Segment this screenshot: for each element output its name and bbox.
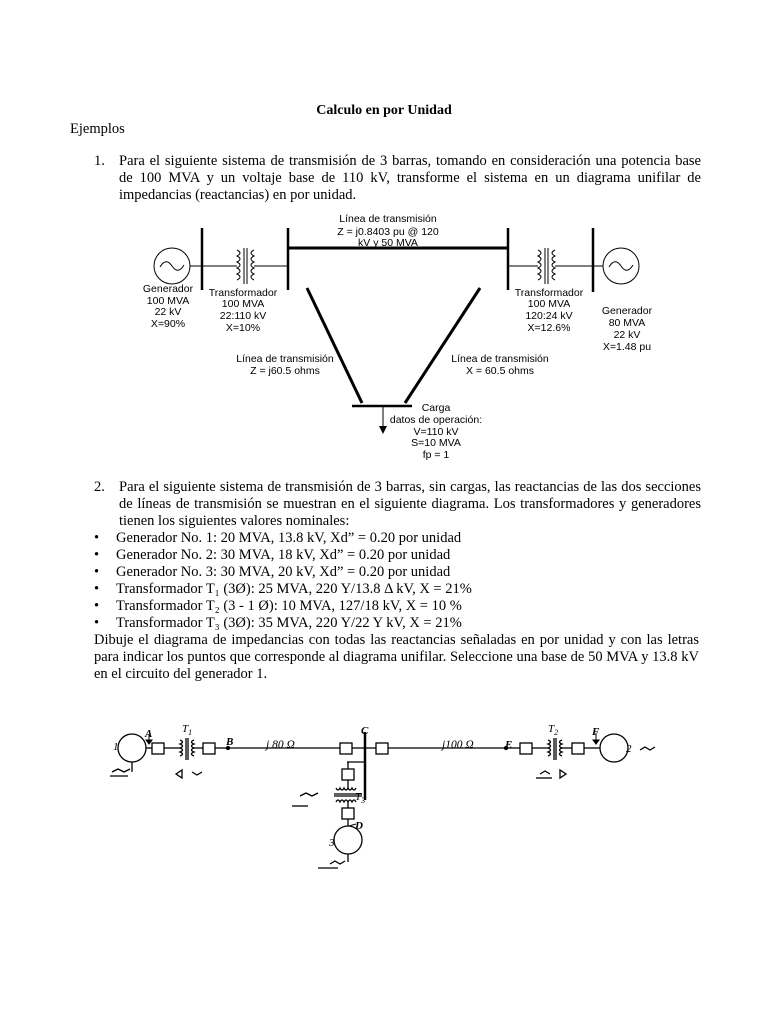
bullet-text: Transformador T₂ (3 - 1 Ø): 10 MVA, 127/18 kV, X = 10 % (116, 598, 462, 614)
gen-left-label-2: 100 MVA (146, 295, 190, 307)
bullet-dot: • (94, 564, 100, 580)
example-2-text: Para el siguiente sistema de transmisión de 3 barras, sin cargas, las reactancias de las dos secciones de líneas de transmisión se muestran en el siguiente diagrama. Los transformadores y generadores tienen los siguientes valores nominales: (119, 479, 701, 529)
bullet-dot: • (94, 530, 100, 546)
bullet-dot: • (94, 547, 100, 563)
trafo-left-label-1: Transformador (208, 287, 278, 299)
trafo-left-label-3: 22:110 kV (219, 310, 267, 322)
gen-left-label-4: X=90% (150, 318, 186, 330)
top-line-label-3: kV y 50 MVA (358, 237, 418, 249)
point-f-label: F (592, 726, 600, 738)
diagram-1 (0, 205, 768, 465)
bullet-text: Transformador T₁ (3Ø): 25 MVA, 220 Y/13.8 Δ kV, X = 21% (116, 581, 472, 597)
bullet-text: Generador No. 1: 20 MVA, 13.8 kV, Xd” = 0.20 por unidad (116, 530, 462, 546)
diagram-2 (0, 700, 768, 890)
line-right (405, 288, 480, 403)
bullet-text: Generador No. 3: 30 MVA, 20 kV, Xd” = 0.20 por unidad (116, 564, 451, 580)
gen-right-label-3: 22 kV (613, 329, 641, 341)
page-title: Calculo en por Unidad (316, 103, 452, 118)
trafo-left-label-4: X=10% (225, 322, 261, 334)
gen-left-label-1: Generador (142, 283, 194, 295)
generator-left (154, 248, 190, 284)
gen1-label: 1 (113, 741, 119, 753)
trafo-right-label-3: 120:24 kV (525, 310, 573, 322)
line-left-label-1: Línea de transmisión (236, 353, 334, 365)
t2-label: $T_2$ (548, 723, 559, 737)
gen-right-label-4: X=1.48 pu (602, 341, 652, 353)
line-left (307, 288, 362, 403)
example-1-text: Para el siguiente sistema de transmisión de 3 barras, tomando en consideración una potencia base de 100 MVA y un voltaje base de 110 kV, transforme el sistema en un diagrama unifilar de impedancias (reactancias) en por unidad. (119, 153, 701, 203)
gen-left-label-3: 22 kV (154, 306, 182, 318)
line-right-label-1: Línea de transmisión (451, 353, 549, 365)
gen3-label: 3 (329, 837, 335, 849)
point-c-label: C (361, 725, 369, 737)
load-label-4: S=10 MVA (411, 437, 461, 449)
t1-label: $T_1$ (182, 723, 193, 737)
generator-2-symbol (600, 734, 628, 762)
transformer-right (538, 248, 555, 284)
bullet-dot: • (94, 615, 100, 631)
top-line-label-1: Línea de transmisión (339, 213, 437, 225)
load-label-3: V=110 kV (413, 426, 459, 438)
line-right-label-2: X = 60.5 ohms (466, 365, 534, 377)
example-1-number: 1. (94, 153, 105, 169)
point-a-label: A (145, 728, 153, 740)
gen-right-label-1: Generador (601, 305, 653, 317)
load-label-1: Carga (421, 402, 451, 414)
load-arrow-icon (379, 426, 387, 434)
trafo-right-label-4: X=12.6% (527, 322, 571, 334)
generator-right (603, 248, 639, 284)
point-e-label: E (505, 739, 513, 751)
top-line-label-2: Z = j0.8403 pu @ 120 (337, 226, 439, 238)
bullet-dot: • (94, 598, 100, 614)
bullet-text: Transformador T₃ (3Ø): 35 MVA, 220 Y/22 Y kV, X = 21% (116, 615, 462, 631)
gen2-label: 2 (626, 743, 632, 755)
line-1-impedance: j 80 Ω (266, 739, 295, 751)
section-label: Ejemplos (70, 121, 125, 137)
gen-right-label-2: 80 MVA (608, 317, 646, 329)
generator-1-symbol (118, 734, 146, 762)
line-left-label-2: Z = j60.5 ohms (250, 365, 320, 377)
t3-label: $T_3$ (355, 791, 366, 805)
trafo-left-label-2: 100 MVA (221, 298, 265, 310)
line-2-impedance: j100 Ω (442, 739, 474, 751)
example-2-closing: Dibuje el diagrama de impedancias con todas las reactancias señaladas en por unidad y con las letras para indicar los puntos que corresponde al diagrama unifilar. Seleccione una base de 50 MVA y 13.8 kV en el circuito del generador 1. (94, 632, 699, 682)
point-d-label: D (355, 820, 363, 832)
transformer-left (237, 248, 254, 284)
bullet-dot: • (94, 581, 100, 597)
load-label-5: fp = 1 (422, 449, 450, 461)
trafo-right-label-1: Transformador (514, 287, 584, 299)
trafo-right-label-2: 100 MVA (527, 298, 571, 310)
example-2-number: 2. (94, 479, 105, 495)
load-label-2: datos de operación: (389, 414, 483, 426)
bullet-text: Generador No. 2: 30 MVA, 18 kV, Xd” = 0.20 por unidad (116, 547, 451, 563)
point-b-label: B (226, 736, 234, 748)
